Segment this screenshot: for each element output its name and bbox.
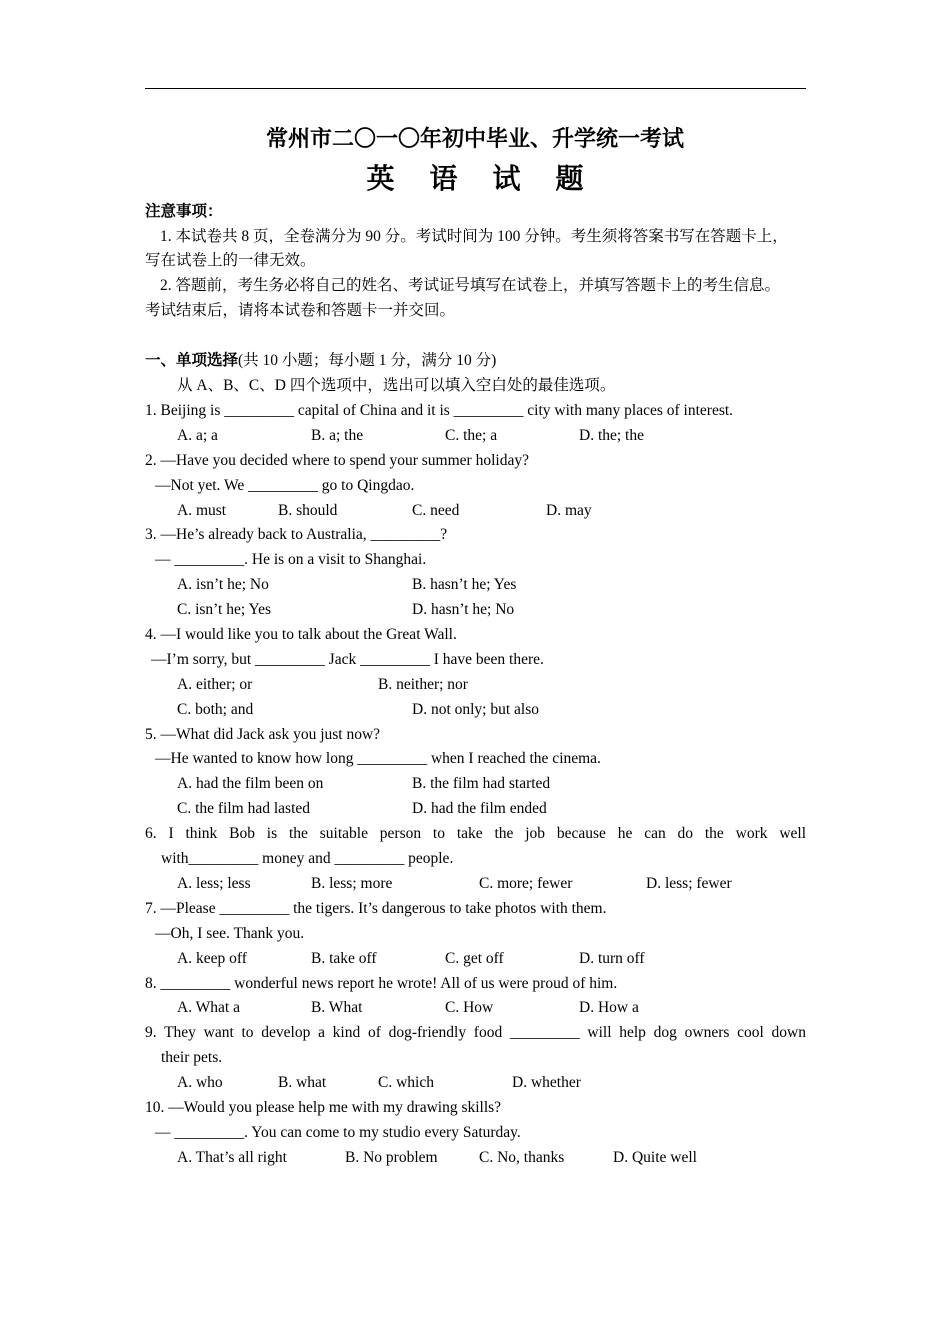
question-4-option-a: A. either; or <box>177 676 253 693</box>
question-1-option-b: B. a; the <box>311 427 364 444</box>
question-3-option-b: B. hasn’t he; Yes <box>412 576 517 593</box>
question-4-stem-cont: —I’m sorry, but _________ Jack _________ I have been there. <box>151 651 544 668</box>
section-1-heading <box>145 351 496 371</box>
question-9-option-c: C. which <box>378 1074 434 1091</box>
question-8-option-d: D. How a <box>579 999 639 1016</box>
question-8-option-c: C. How <box>445 999 494 1016</box>
question-7-stem: 7. —Please _________ the tigers. It’s dangerous to take photos with them. <box>145 900 607 917</box>
question-6-stem: 6. I think Bob is the suitable person to take the job because he can do the work well <box>145 825 806 842</box>
question-5-stem: 5. —What did Jack ask you just now? <box>145 726 381 743</box>
question-7-option-b: B. take off <box>311 950 377 967</box>
exam-title: 常州市二〇一〇年初中毕业、升学统一考试 <box>265 126 684 151</box>
question-3-stem: 3. —He’s already back to Australia, _________? <box>145 526 448 543</box>
question-4-option-b: B. neither; nor <box>378 676 468 693</box>
question-3-option-d: D. hasn’t he; No <box>412 601 515 618</box>
question-8-option-a: A. What a <box>177 999 240 1016</box>
question-6-option-d: D. less; fewer <box>646 875 732 892</box>
question-9-option-d: D. whether <box>512 1074 581 1091</box>
question-5-option-d: D. had the film ended <box>412 800 547 817</box>
question-5-option-c: C. the film had lasted <box>177 800 311 817</box>
question-9-option-a: A. who <box>177 1074 223 1091</box>
section-1-title: 一、单项选择 <box>145 352 239 369</box>
question-10-stem: 10. —Would you please help me with my drawing skills? <box>145 1099 502 1116</box>
question-10-option-a: A. That’s all right <box>177 1149 287 1166</box>
question-10-stem-cont: — _________. You can come to my studio every Saturday. <box>155 1124 521 1141</box>
question-1-option-d: D. the; the <box>579 427 644 444</box>
question-5-stem-cont: —He wanted to know how long _________ when I reached the cinema. <box>155 750 601 767</box>
question-8-stem: 8. _________ wonderful news report he wrote! All of us were proud of him. <box>145 975 618 992</box>
notice-item-1-cont: 写在试卷上的一律无效。 <box>145 252 316 269</box>
notice-item-2-cont: 考试结束后，请将本试卷和答题卡一并交回。 <box>145 302 456 319</box>
question-6-option-a: A. less; less <box>177 875 251 892</box>
question-9-stem: 9. They want to develop a kind of dog-friendly food _________ will help dog owners cool down <box>145 1024 806 1041</box>
top-rule <box>145 88 806 89</box>
notice-item-2: 2. 答题前，考生务必将自己的姓名、考试证号填写在试卷上，并填写答题卡上的考生信息。 <box>160 277 781 294</box>
question-6-option-b: B. less; more <box>311 875 393 892</box>
question-9-stem-cont: their pets. <box>161 1049 223 1066</box>
question-10-option-b: B. No problem <box>345 1149 438 1166</box>
question-4-stem: 4. —I would like you to talk about the Great Wall. <box>145 626 457 643</box>
notice-item-1: 1. 本试卷共 8 页，全卷满分为 90 分。考试时间为 100 分钟。考生须将答案书写在答题卡上， <box>160 228 788 245</box>
question-1-option-c: C. the; a <box>445 427 498 444</box>
question-4-option-d: D. not only; but also <box>412 701 540 718</box>
question-3-stem-cont: — _________. He is on a visit to Shanghai. <box>155 551 427 568</box>
question-2-stem: 2. —Have you decided where to spend your summer holiday? <box>145 452 529 469</box>
question-10-option-d: D. Quite well <box>613 1149 697 1166</box>
question-8-option-b: B. What <box>311 999 363 1016</box>
question-10-option-c: C. No, thanks <box>479 1149 565 1166</box>
question-7-option-c: C. get off <box>445 950 504 967</box>
question-2-stem-cont: —Not yet. We _________ go to Qingdao. <box>155 477 415 494</box>
question-7-option-d: D. turn off <box>579 950 645 967</box>
question-6-option-c: C. more; fewer <box>479 875 573 892</box>
question-1-stem: 1. Beijing is _________ capital of China and it is _________ city with many places of interest. <box>145 402 734 419</box>
section-1-instruction: 从 A、B、C、D 四个选项中，选出可以填入空白处的最佳选项。 <box>177 377 616 394</box>
question-3-option-a: A. isn’t he; No <box>177 576 269 593</box>
question-5-option-b: B. the film had started <box>412 775 551 792</box>
question-5-option-a: A. had the film been on <box>177 775 324 792</box>
question-9-option-b: B. what <box>278 1074 327 1091</box>
question-2-option-b: B. should <box>278 502 338 519</box>
question-7-option-a: A. keep off <box>177 950 247 967</box>
exam-subtitle: 英 语 试 题 <box>366 164 598 195</box>
question-3-option-c: C. isn’t he; Yes <box>177 601 272 618</box>
question-4-option-c: C. both; and <box>177 701 254 718</box>
question-1-option-a: A. a; a <box>177 427 218 444</box>
section-1-scoring: (共 10 小题；每小题 1 分，满分 10 分) <box>238 352 497 369</box>
question-2-option-d: D. may <box>546 502 592 519</box>
question-7-stem-cont: —Oh, I see. Thank you. <box>155 925 305 942</box>
question-6-stem-cont: with_________ money and _________ people. <box>161 850 454 867</box>
notice-heading: 注意事项： <box>145 203 223 220</box>
question-2-option-c: C. need <box>412 502 460 519</box>
question-2-option-a: A. must <box>177 502 227 519</box>
